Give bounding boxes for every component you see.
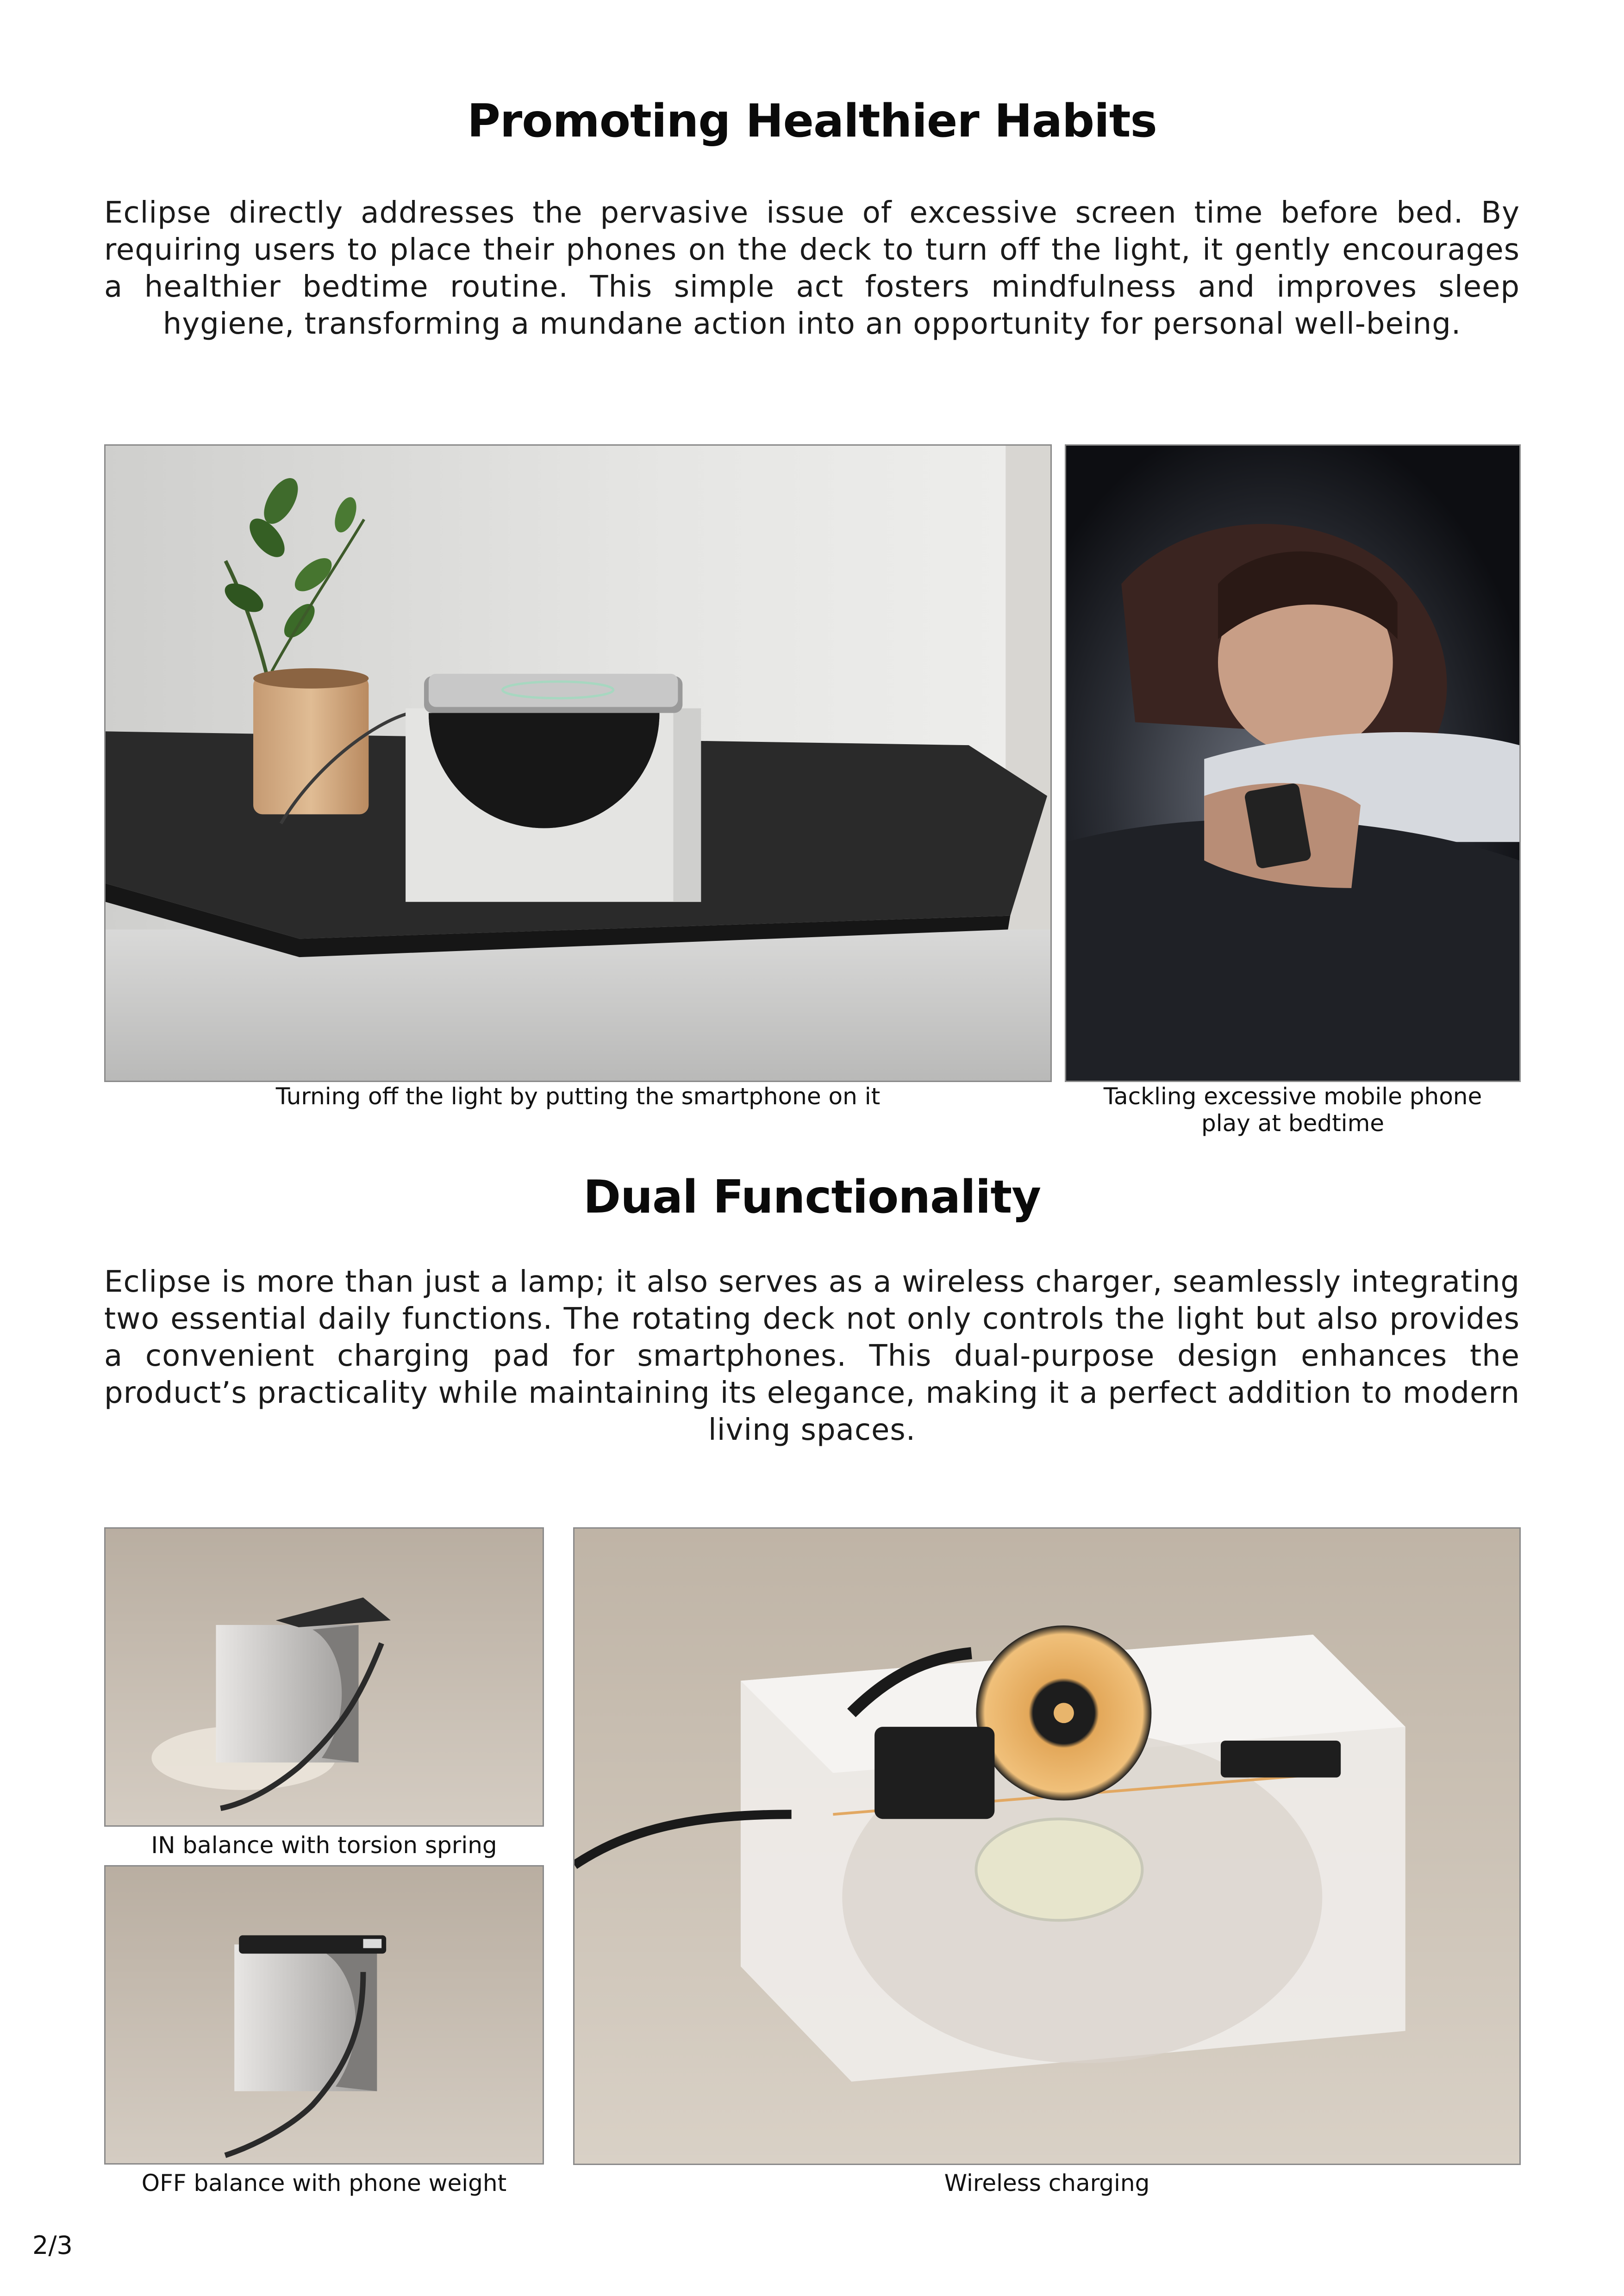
section-heading-healthier-habits: Promoting Healthier Habits xyxy=(467,95,1157,148)
photo-off-balance xyxy=(104,1865,544,2165)
photo-in-balance xyxy=(104,1527,544,1827)
photo-lamp-on-nightstand xyxy=(104,444,1052,1082)
section-heading-dual-functionality: Dual Functionality xyxy=(583,1171,1041,1224)
caption-wireless-charging: Wireless charging xyxy=(944,2170,1150,2196)
photo-wireless-charging xyxy=(573,1527,1521,2165)
caption-off-balance: OFF balance with phone weight xyxy=(141,2170,507,2196)
page-number: 2/3 xyxy=(32,2231,73,2260)
photo-phone-at-bedtime xyxy=(1065,444,1521,1082)
caption-phone-at-bedtime: Tackling excessive mobile phone play at bedtime xyxy=(1103,1083,1482,1137)
caption-in-balance: IN balance with torsion spring xyxy=(151,1832,497,1859)
caption-lamp-on-nightstand: Turning off the light by putting the smartphone on it xyxy=(275,1083,881,1110)
section-body-healthier-habits: Eclipse directly addresses the pervasive issue of excessive screen time before bed. By requiring users to place their phones on the deck to turn off the light, it gently encourages a healthier bedtime routine. This simple act fosters mindfulness and improves sleep hygiene, transforming a mundane action into an opportunity for personal well-being. xyxy=(104,196,1520,341)
section-body-dual-functionality: Eclipse is more than just a lamp; it also serves as a wireless charger, seamlessly integrating two essential daily functions. The rotating deck not only controls the light but also provides a convenient charging pad for smartphones. This dual-purpose design enhances the product’s practicality while maintaining its elegance, making it a perfect addition to modern living spaces. xyxy=(104,1265,1520,1447)
